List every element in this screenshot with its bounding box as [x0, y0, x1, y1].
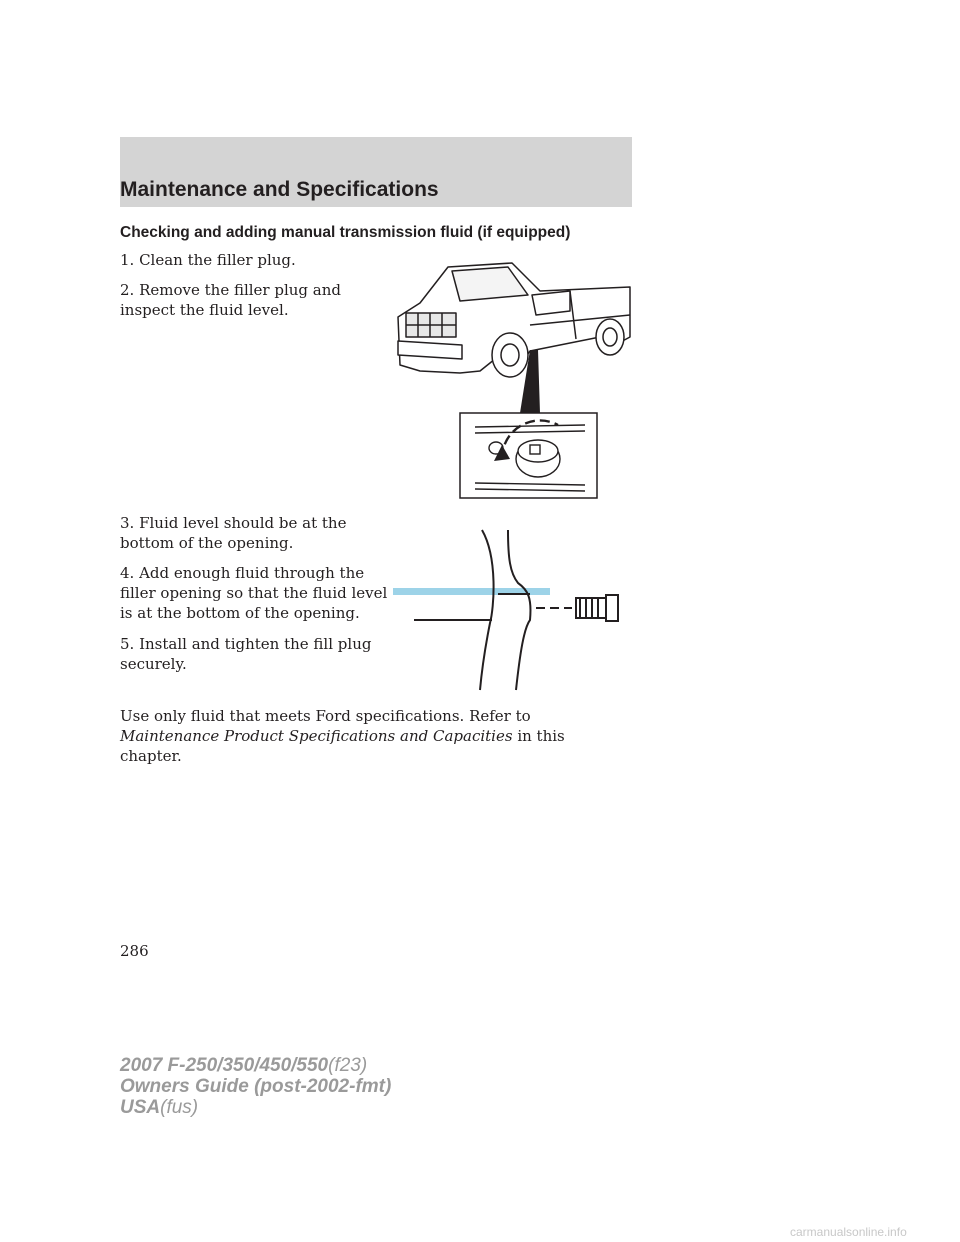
fluid-level-diagram: [390, 528, 630, 698]
page-number: 286: [120, 942, 149, 960]
footer-model-code: (f23): [328, 1055, 368, 1076]
footer-region: USA: [120, 1097, 161, 1118]
section-title: Maintenance and Specifications: [120, 178, 439, 201]
step-3: 3. Fluid level should be at the bottom of the opening.: [120, 514, 347, 552]
footer-region-code: (fus): [160, 1097, 199, 1118]
document-footer: [120, 1055, 391, 1118]
watermark: carmanualsonline.info: [790, 1225, 907, 1239]
step-1: 1. Clean the filler plug.: [120, 251, 296, 269]
fluid-spec-paragraph: [120, 706, 620, 766]
step-2: 2. Remove the filler plug and inspect the fluid level.: [120, 281, 342, 319]
footer-model: 2007 F-250/350/450/550: [120, 1055, 329, 1076]
subheading: Checking and adding manual transmission fluid (if equipped): [120, 224, 571, 241]
step-4: 4. Add enough fluid through the filler opening so that the fluid level is at the bottom of the opening.: [120, 564, 388, 622]
footer-guide: Owners Guide (post-2002-fmt): [120, 1076, 392, 1097]
truck-illustration: [390, 255, 640, 505]
paragraph-text-end: in this chapter.: [120, 727, 565, 765]
step-5: 5. Install and tighten the fill plug securely.: [120, 635, 372, 673]
paragraph-text: Use only fluid that meets Ford specifications. Refer to: [120, 707, 531, 725]
cross-reference-link: Maintenance Product Specifications and Capacities: [120, 727, 513, 745]
